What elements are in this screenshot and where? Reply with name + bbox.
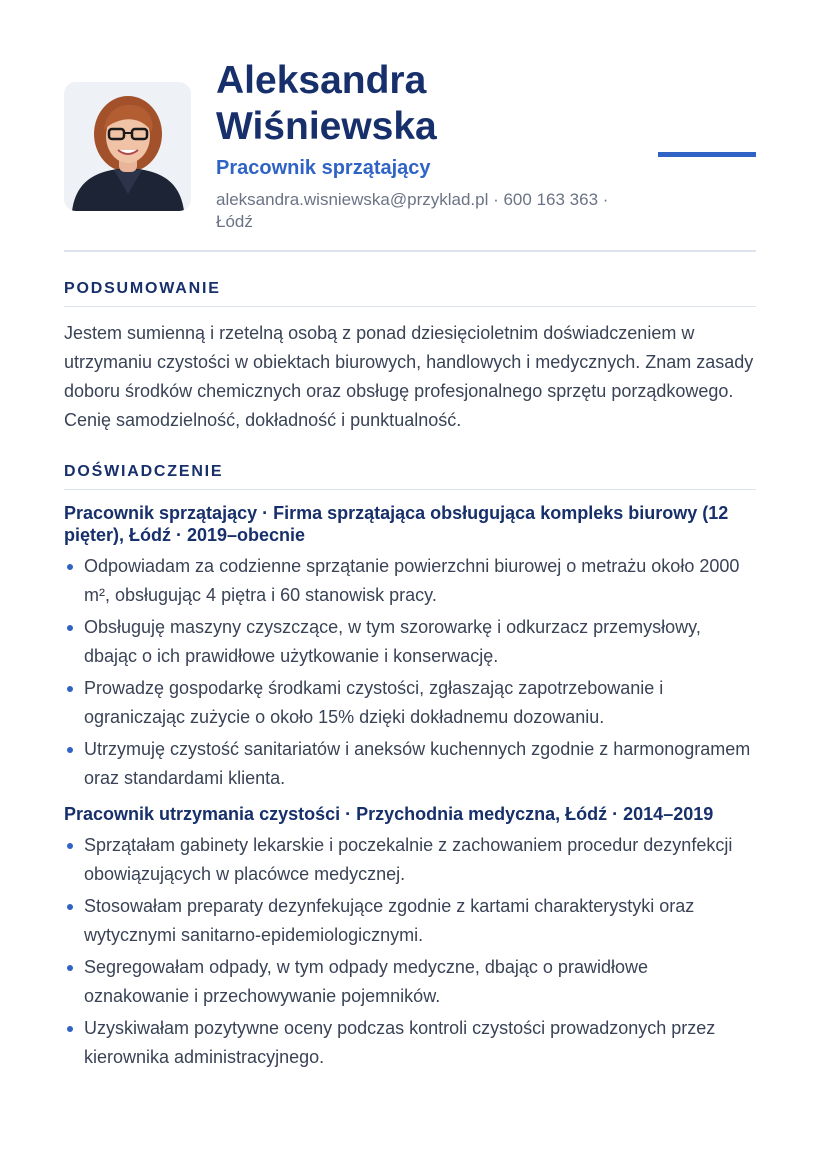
experience-heading: DOŚWIADCZENIE: [64, 463, 756, 490]
job-bullet-list: [64, 831, 756, 1072]
job-bullet: Segregowałam odpady, w tym odpady medyczne, dbając o prawidłowe oznakowanie i przechowywanie pojemników.: [64, 953, 756, 1011]
job-bullet-list: [64, 552, 756, 793]
summary-section: [64, 280, 756, 435]
job-bullet: Utrzymuję czystość sanitariatów i aneksów kuchennych zgodnie z harmonogramem oraz standardami klienta.: [64, 735, 756, 793]
job-entry: [64, 803, 756, 1072]
job-entry-title: Pracownik sprzątający · Firma sprzątająca obsługująca kompleks biurowy (12 pięter), Łódź · 2019–obecnie: [64, 503, 729, 545]
job-bullet: Stosowałam preparaty dezynfekujące zgodnie z kartami charakterystyki oraz wytycznymi sanitarno-epidemiologicznymi.: [64, 892, 756, 950]
job-entry: [64, 502, 756, 793]
summary-heading: PODSUMOWANIE: [64, 280, 756, 307]
job-bullet: Odpowiadam za codzienne sprzątanie powierzchni biurowej o metrażu około 2000 m², obsługując 4 piętra i 60 stanowisk pracy.: [64, 552, 756, 610]
accent-bar: [658, 152, 756, 157]
contact-info: aleksandra.wisniewska@przyklad.pl · 600 163 363 · Łódź: [216, 190, 609, 231]
resume-header: [64, 0, 756, 252]
summary-text: Jestem sumienną i rzetelną osobą z ponad dziesięcioletnim doświadczeniem w utrzymaniu czystości w obiektach biurowych, handlowych i medycznych. Znam zasady doboru środków chemicznych oraz obsługę profesjonalnego sprzętu porządkowego. Cenię samodzielność, dokładność i punktualność.: [64, 323, 754, 430]
job-title: Pracownik sprzątający: [216, 157, 431, 179]
experience-section: [64, 463, 756, 1072]
job-bullet: Prowadzę gospodarkę środkami czystości, zgłaszając zapotrzebowanie i ograniczając zużycie o około 15% dzięki dokładnemu dozowaniu.: [64, 674, 756, 732]
job-entry-title: Pracownik utrzymania czystości · Przychodnia medyczna, Łódź · 2014–2019: [64, 804, 714, 824]
job-bullet: Obsługuję maszyny czyszczące, w tym szorowarkę i odkurzacz przemysłowy, dbając o ich prawidłowe użytkowanie i konserwację.: [64, 613, 756, 671]
job-bullet: Sprzątałam gabinety lekarskie i poczekalnie z zachowaniem procedur dezynfekcji obowiązujących w placówce medycznej.: [64, 831, 756, 889]
candidate-name: Aleksandra Wiśniewska: [216, 59, 437, 148]
job-bullet: Uzyskiwałam pozytywne oceny podczas kontroli czystości prowadzonych przez kierownika administracyjnego.: [64, 1014, 756, 1072]
profile-photo: [64, 82, 191, 211]
